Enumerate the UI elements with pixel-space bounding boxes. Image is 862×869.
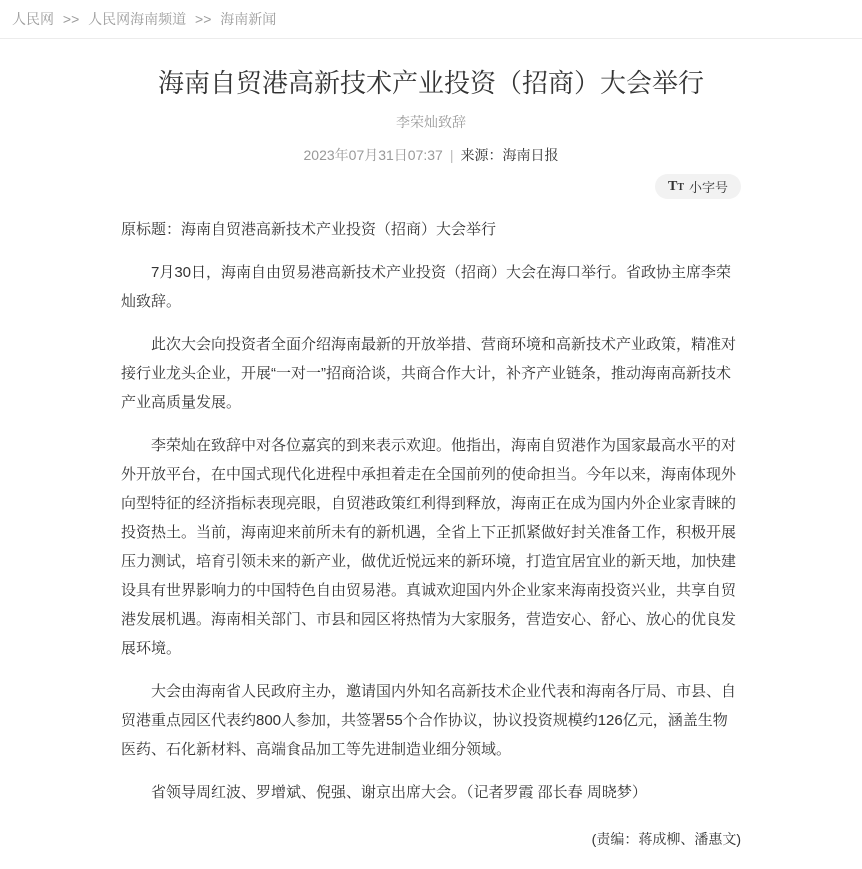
article-paragraph: 省领导周红波、罗增斌、倪强、谢京出席大会。（记者罗霞 邵长春 周晓梦） (151, 784, 647, 801)
breadcrumb-separator: >> (195, 11, 212, 27)
meta-separator: | (449, 147, 454, 163)
breadcrumb (0, 0, 862, 39)
font-size-icon: TT (667, 179, 684, 194)
article-paragraph: 7月30日，海南自由贸易港高新技术产业投资（招商）大会在海口举行。省政协主席李荣灿致辞。 (121, 264, 732, 310)
article-paragraph: 大会由海南省人民政府主办，邀请国内外知名高新技术企业代表和海南各厅局、市县、自贸港重点园区代表约800人参加，共签署55个合作协议，协议投资规模约126亿元，涵盖生物医药、石化新材料、高端食品加工等先进制造业细分领域。 (121, 683, 737, 758)
article-paragraph-original-title: 原标题：海南自贸港高新技术产业投资（招商）大会举行 (121, 221, 497, 238)
font-size-button[interactable] (655, 174, 741, 199)
article-paragraph: 此次大会向投资者全面介绍海南最新的开放举措、营商环境和高新技术产业政策，精准对接行业龙头企业，开展“一对一”招商洽谈，共商合作大计，补齐产业链条，推动海南高新技术产业高质量发展。 (121, 336, 737, 411)
publish-date: 2023年07月31日07:37 (303, 147, 443, 163)
article-body (121, 215, 741, 807)
article-toolbar (121, 174, 741, 199)
source-label: 来源： (460, 147, 503, 163)
article-content-column (121, 66, 741, 869)
page-title: 海南自贸港高新技术产业投资（招商）大会举行 (157, 68, 704, 98)
article-subtitle: 李荣灿致辞 (396, 114, 466, 130)
breadcrumb-separator: >> (62, 11, 80, 27)
article-meta (121, 145, 741, 165)
font-size-label: 小字号 (688, 180, 728, 195)
article-paragraph: 李荣灿在致辞中对各位嘉宾的到来表示欢迎。他指出，海南自贸港作为国家最高水平的对外开放平台，在中国式现代化进程中承担着走在全国前列的使命担当。今年以来，海南体现外向型特征的经济指标表现亮眼，自贸港政策红利得到释放，海南正在成为国内外企业家青睐的投资热土。当前，海南迎来前所未有的新机遇，全省上下正抓紧做好封关准备工作，积极开展压力测试，培育引领未来的新产业，做优近悦远来的新环境，打造宜居宜业的新天地，加快建设具有世界影响力的中国特色自由贸易港。真诚欢迎国内外企业家来海南投资兴业，共享自贸港发展机遇。海南相关部门、市县和园区将热情为大家服务，营造安心、舒心、放心的优良发展环境。 (121, 437, 737, 657)
editors-credit: (责编：蒋成柳、潘惠文) (591, 831, 741, 847)
source-link[interactable]: 海南日报 (502, 147, 559, 163)
breadcrumb-link-peoples-daily[interactable]: 人民网 (12, 11, 54, 27)
breadcrumb-link-hainan-news[interactable]: 海南新闻 (220, 11, 277, 27)
breadcrumb-link-hainan-channel[interactable]: 人民网海南频道 (88, 11, 187, 27)
